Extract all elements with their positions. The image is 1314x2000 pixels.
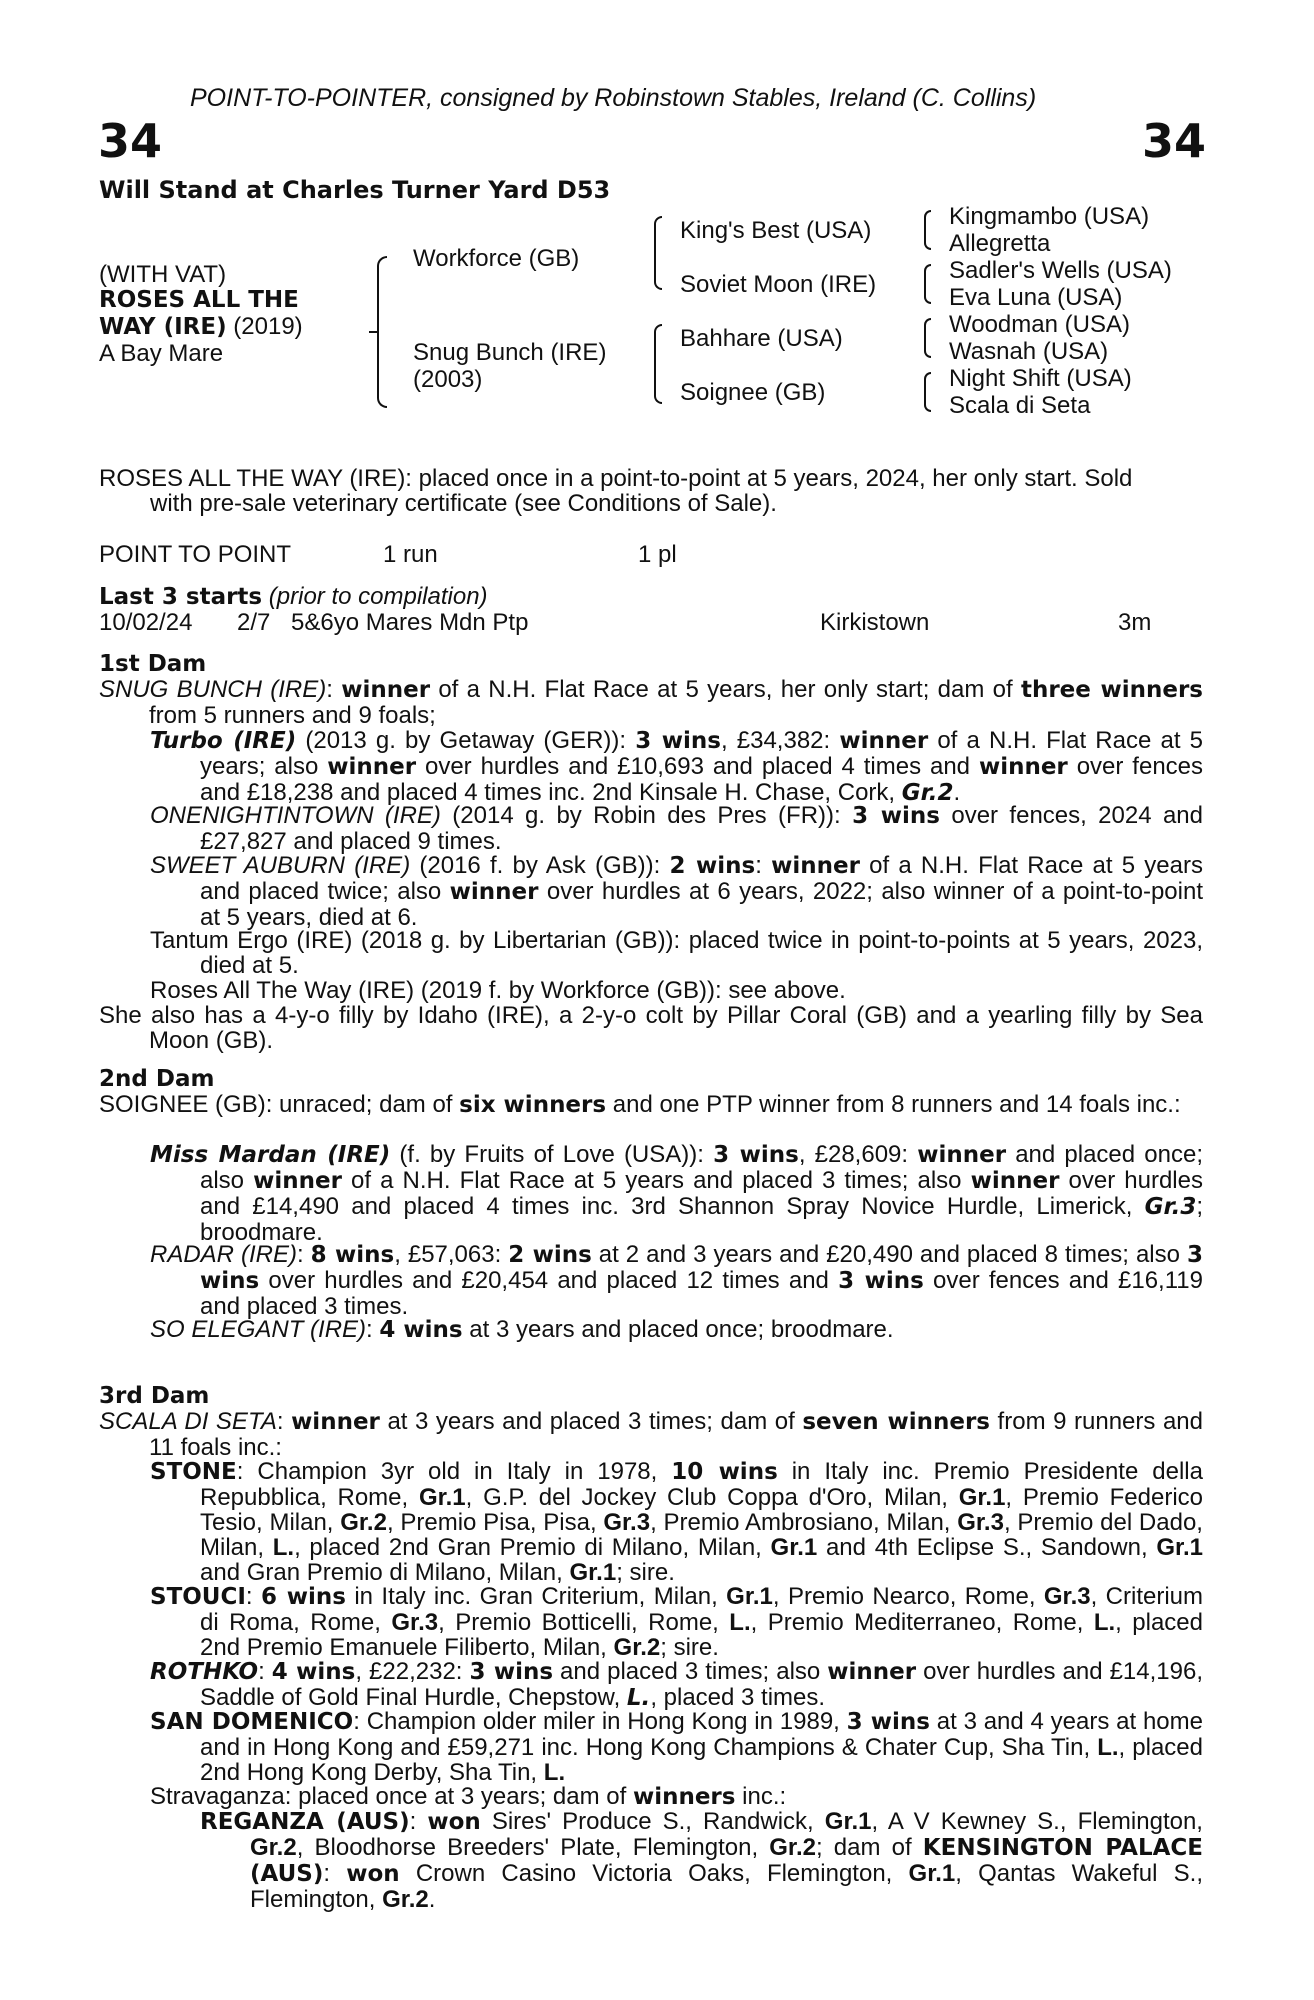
pedigree-brace-dam	[654, 324, 662, 404]
grade: Gr.2	[613, 1634, 661, 1661]
grade: Gr.2	[769, 1834, 816, 1861]
text: :	[323, 1860, 347, 1887]
progeny-miss-mardan	[150, 1142, 1203, 1245]
bold-text: winners	[632, 1784, 736, 1810]
dam-sire: Bahhare (USA)	[680, 325, 843, 352]
bold-text: winner	[449, 879, 539, 905]
gg-3: Sadler's Wells (USA)	[949, 257, 1172, 284]
grade: Gr.1	[958, 1484, 1006, 1511]
gg-8: Scala di Seta	[949, 392, 1091, 419]
first-dam-also: She also has a 4-y-o filly by Idaho (IRE), a 2-y-o colt by Pillar Coral (GB) and a yearling filly by Sea Moon (GB).	[99, 1002, 1203, 1054]
text: of a N.H. Flat Race at 5 years; also	[200, 727, 1203, 780]
horse-name-line2	[99, 314, 303, 340]
bold-text: winner	[970, 1168, 1060, 1194]
gg-1: Kingmambo (USA)	[949, 203, 1150, 230]
horse-name-line1: ROSES ALL THE	[99, 287, 299, 313]
text: : Champion 3yr old in Italy in 1978,	[236, 1458, 672, 1485]
text: and placed 3 times; also	[553, 1658, 828, 1685]
progeny-name: SAN DOMENICO	[150, 1709, 354, 1735]
grade: L.	[626, 1685, 651, 1711]
text: , placed 2nd Hong Kong Derby, Sha Tin,	[200, 1734, 1204, 1786]
bold-text: 2 wins	[669, 853, 756, 879]
bold-text: 3 wins	[200, 1242, 1203, 1294]
progeny-roses: Roses All The Way (IRE) (2019 f. by Workforce (GB)): see above.	[150, 977, 846, 1004]
last3-heading: Last 3 starts	[99, 584, 263, 610]
text: of a N.H. Flat Race at 5 years, her only start; dam of	[430, 676, 1021, 703]
last3-note: (prior to compilation)	[262, 583, 488, 610]
dam-name: SNUG BUNCH (IRE)	[99, 676, 327, 703]
text: , £28,609:	[798, 1141, 918, 1168]
text: over hurdles and £10,693 and placed 4 times and	[416, 753, 979, 780]
text: in Italy inc. Gran Criterium, Milan,	[345, 1583, 727, 1610]
text: and Gran Premio di Milano, Milan,	[200, 1559, 570, 1586]
text: from 5 runners and 9 foals;	[149, 702, 436, 729]
text: inc.:	[735, 1783, 787, 1810]
gg-6: Wasnah (USA)	[949, 338, 1109, 365]
text: Crown Casino Victoria Oaks, Flemington,	[399, 1860, 909, 1887]
third-dam-heading: 3rd Dam	[99, 1383, 210, 1409]
progeny-name: Miss Mardan (IRE)	[150, 1142, 391, 1168]
record-runs: 1 run	[383, 541, 438, 568]
last3-date: 10/02/24	[99, 609, 193, 636]
text: over hurdles and £14,196, Saddle of Gold Final Hurdle, Chepstow,	[200, 1658, 1204, 1711]
text: , Premio del Dado, Milan,	[200, 1509, 1203, 1561]
text: :	[297, 1241, 311, 1268]
progeny-turbo	[150, 728, 1203, 806]
text: , Criterium di Roma, Rome,	[200, 1583, 1203, 1636]
text: :	[409, 1808, 428, 1835]
grade: Gr.1	[726, 1583, 773, 1610]
text: over fences, 2024 and £27,827 and placed 9 times.	[200, 802, 1203, 855]
text: of a N.H. Flat Race at 5 years and placed twice; also	[200, 852, 1203, 905]
progeny-name: RADAR (IRE)	[150, 1241, 297, 1268]
text: .	[953, 779, 961, 806]
progeny-name: STOUCI	[150, 1584, 246, 1610]
first-dam-heading: 1st Dam	[99, 651, 207, 677]
bold-text: winner	[771, 853, 860, 879]
text: , placed 2nd Premio Emanuele Filiberto, Milan,	[200, 1609, 1204, 1661]
text: over hurdles at 6 years, 2022; also winner of a point-to-point at 5 years, died at 6.	[200, 878, 1204, 931]
text: of a N.H. Flat Race at 5 years and placed 3 times; also	[341, 1167, 971, 1194]
text: , placed 3 times.	[650, 1684, 826, 1711]
text: :	[755, 852, 772, 879]
progeny-name: REGANZA (AUS)	[200, 1809, 410, 1835]
progeny-radar	[150, 1242, 1203, 1319]
progeny-name: SWEET AUBURN (IRE)	[150, 852, 411, 879]
progeny-name: KENSINGTON PALACE (AUS)	[250, 1835, 1203, 1887]
grade: Gr.3	[603, 1509, 651, 1536]
progeny-stouci	[150, 1584, 1203, 1660]
bold-text: 4 wins	[271, 1659, 356, 1685]
text: , Premio Ambrosiano, Milan,	[650, 1509, 958, 1536]
grade: Gr.3	[1043, 1583, 1091, 1610]
text: :	[366, 1316, 380, 1343]
pedigree-brace-sire	[654, 216, 662, 290]
last3-distance: 3m	[1118, 609, 1152, 636]
progeny-so-elegant	[150, 1317, 1203, 1343]
grade: Gr.1	[1156, 1534, 1204, 1561]
bold-text: 3 wins	[635, 728, 721, 754]
text: (2016 f. by Ask (GB)):	[410, 852, 670, 879]
bold-text: 3 wins	[469, 1659, 554, 1685]
second-dam-heading: 2nd Dam	[99, 1066, 215, 1092]
gg-7: Night Shift (USA)	[949, 365, 1132, 392]
pedigree-brace-gg1	[924, 210, 931, 250]
record-places: 1 pl	[638, 541, 677, 568]
text: SOIGNEE (GB): unraced; dam of	[99, 1091, 460, 1118]
text: , £57,063:	[394, 1241, 509, 1268]
text: and placed once; also	[200, 1141, 1203, 1194]
grade: Gr.2	[250, 1834, 297, 1861]
grade: L.	[1093, 1609, 1116, 1636]
text: , Premio Pisa, Pisa,	[386, 1509, 604, 1536]
progeny-name: Turbo (IRE)	[150, 728, 297, 754]
bold-text: six winners	[459, 1092, 607, 1118]
grade: L.	[1097, 1734, 1119, 1761]
pedigree-brace-gg3	[924, 318, 931, 358]
text: : Champion older miler in Hong Kong in 1989,	[353, 1708, 847, 1735]
grade: Gr.2	[340, 1509, 387, 1536]
progeny-name: ONENIGHTINTOWN (IRE)	[150, 802, 441, 829]
gg-5: Woodman (USA)	[949, 311, 1130, 338]
text: over hurdles and £14,490 and placed 4 times inc. 3rd Shannon Spray Novice Hurdle, Limerick,	[200, 1167, 1203, 1220]
third-dam-summary	[99, 1409, 1203, 1460]
text: , Premio Nearco, Rome,	[772, 1583, 1044, 1610]
dam-year: (2003)	[413, 366, 483, 393]
text: , A V Kewney S., Flemington,	[871, 1808, 1203, 1835]
text: , £22,232:	[355, 1658, 470, 1685]
lot-number-left: 34	[98, 114, 163, 168]
grade: L.	[272, 1534, 295, 1561]
progeny-onenightintown	[150, 803, 1203, 854]
bold-text: winner	[341, 677, 431, 703]
progeny-name: ROTHKO	[150, 1659, 259, 1685]
text: , Premio Mediterraneo, Rome,	[750, 1609, 1094, 1636]
progeny-tantum-ergo: Tantum Ergo (IRE) (2018 g. by Libertarian (GB)): placed twice in point-to-points at 5 years, 2023, died at 5.	[150, 927, 1203, 979]
text: , Bloodhorse Breeders' Plate, Flemington,	[296, 1834, 770, 1861]
sire: Workforce (GB)	[413, 245, 580, 272]
text: Stravaganza: placed once at 3 years; dam of	[150, 1783, 633, 1810]
stand-location: Will Stand at Charles Turner Yard D53	[99, 176, 611, 204]
gg-2: Allegretta	[949, 230, 1051, 257]
text: ; broodmare.	[200, 1193, 1203, 1246]
text: :	[326, 676, 342, 703]
first-dam-summary	[99, 677, 1203, 728]
sire-sire: King's Best (USA)	[680, 217, 872, 244]
grade: Gr.1	[908, 1860, 956, 1887]
text: .	[428, 1886, 436, 1913]
bold-text: seven winners	[802, 1409, 990, 1435]
bold-text: 4 wins	[379, 1317, 463, 1343]
progeny-name: SO ELEGANT (IRE)	[150, 1316, 367, 1343]
lot-number-right: 34	[1141, 114, 1206, 168]
text: at 3 years and placed 3 times; dam of	[379, 1408, 803, 1435]
bold-text: 8 wins	[310, 1242, 395, 1268]
sire-dam: Soviet Moon (IRE)	[680, 271, 877, 298]
grade: Gr.1	[770, 1534, 818, 1561]
bold-text: winner	[291, 1409, 380, 1435]
progeny-name: STONE	[150, 1459, 237, 1485]
last3-race: 5&6yo Mares Mdn Ptp	[291, 609, 529, 636]
bold-text: 3 wins	[846, 1709, 930, 1735]
text: at 3 and 4 years at home and in Hong Kong and £59,271 inc. Hong Kong Champions & Chater Cup, Sha Tin,	[200, 1708, 1203, 1761]
bold-text: 3 wins	[713, 1142, 799, 1168]
pedigree-brace-gg4	[924, 372, 931, 412]
second-dam-summary	[99, 1092, 1203, 1118]
text: and one PTP winner from 8 runners and 14 foals inc.:	[606, 1091, 1181, 1118]
last3-course: Kirkistown	[820, 609, 930, 636]
text: over fences and £18,238 and placed 4 times inc. 2nd Kinsale H. Chase, Cork,	[200, 753, 1204, 806]
text: (f. by Fruits of Love (USA)):	[390, 1141, 714, 1168]
grade: Gr.1	[418, 1484, 466, 1511]
progeny-sweet-auburn	[150, 853, 1203, 930]
text: , placed 2nd Gran Premio di Milano, Milan,	[294, 1534, 771, 1561]
text: :	[258, 1658, 272, 1685]
bold-text: 3 wins	[838, 1268, 924, 1294]
text: (2014 g. by Robin des Pres (FR)):	[440, 802, 853, 829]
progeny-rothko	[150, 1659, 1203, 1711]
bold-text: won	[346, 1861, 400, 1887]
bold-text: three winners	[1020, 677, 1204, 703]
dam: Snug Bunch (IRE)	[413, 339, 607, 366]
text: over hurdles and £20,454 and placed 12 times and	[259, 1267, 839, 1294]
last3-position: 2/7	[237, 609, 271, 636]
bold-text: winner	[978, 754, 1068, 780]
progeny-stravaganza	[150, 1784, 1203, 1810]
bold-text: winner	[253, 1168, 342, 1194]
progeny-reganza	[200, 1809, 1203, 1912]
text: ; dam of	[815, 1834, 923, 1861]
bold-text: won	[427, 1809, 481, 1835]
text: in Italy inc. Premio Presidente della Repubblica, Rome,	[200, 1458, 1203, 1511]
vat-note: (WITH VAT)	[99, 261, 227, 288]
bold-text: winner	[827, 1659, 917, 1685]
grade: Gr.3	[391, 1609, 439, 1636]
progeny-stone	[150, 1459, 1203, 1585]
bold-text: winner	[327, 754, 417, 780]
text: :	[276, 1408, 292, 1435]
text: at 2 and 3 years and £20,490 and placed 8 times; also	[591, 1241, 1187, 1268]
summary-line1: ROSES ALL THE WAY (IRE): placed once in a point-to-point at 5 years, 2024, her only start. Sold	[99, 465, 1133, 492]
horse-year: (2019)	[226, 313, 303, 340]
grade: Gr.1	[569, 1559, 617, 1586]
horse-name-part2: WAY (IRE)	[99, 314, 227, 340]
bold-text: 2 wins	[508, 1242, 592, 1268]
record-label: POINT TO POINT	[99, 541, 292, 568]
text: (2013 g. by Getaway (GER)):	[296, 727, 636, 754]
text: and 4th Eclipse S., Sandown,	[817, 1534, 1157, 1561]
summary-line2: with pre-sale veterinary certificate (see Conditions of Sale).	[150, 490, 777, 517]
grade: L.	[729, 1609, 751, 1636]
last3-heading-line	[99, 584, 488, 610]
bold-text: 6 wins	[261, 1584, 346, 1610]
text: , Premio Federico Tesio, Milan,	[200, 1484, 1203, 1536]
consignor-line: POINT-TO-POINTER, consigned by Robinstown Stables, Ireland (C. Collins)	[190, 84, 1037, 112]
text: at 3 years and placed once; broodmare.	[462, 1316, 894, 1343]
bold-text: 10 wins	[671, 1459, 778, 1485]
text: , Qantas Wakeful S., Flemington,	[250, 1860, 1203, 1913]
text: , G.P. del Jockey Club Coppa d'Oro, Milan,	[465, 1484, 959, 1511]
text: over fences and £16,119 and placed 3 times.	[200, 1267, 1203, 1320]
text: , £34,382:	[720, 727, 840, 754]
grade: Gr.1	[824, 1808, 872, 1835]
dam-dam: Soignee (GB)	[680, 379, 826, 406]
text: , Premio Botticelli, Rome,	[438, 1609, 730, 1636]
pedigree-brace-tip	[369, 331, 379, 333]
bold-text: 3 wins	[852, 803, 940, 829]
text: Sires' Produce S., Randwick,	[480, 1808, 825, 1835]
grade: L.	[543, 1759, 566, 1786]
dam-name: SCALA DI SETA	[99, 1408, 277, 1435]
horse-description: A Bay Mare	[99, 340, 224, 367]
pedigree-brace-gg2	[924, 264, 931, 304]
text: ; sire.	[660, 1634, 719, 1661]
grade: Gr.3	[1144, 1194, 1197, 1220]
grade: Gr.3	[957, 1509, 1004, 1536]
text: :	[245, 1583, 261, 1610]
grade: Gr.2	[901, 780, 954, 806]
bold-text: winner	[917, 1142, 1007, 1168]
gg-4: Eva Luna (USA)	[949, 284, 1123, 311]
progeny-san-domenico	[150, 1709, 1203, 1785]
text: ; sire.	[616, 1559, 675, 1586]
bold-text: winner	[839, 728, 929, 754]
text: from 9 runners and 11 foals inc.:	[149, 1408, 1203, 1461]
grade: Gr.2	[382, 1886, 429, 1913]
